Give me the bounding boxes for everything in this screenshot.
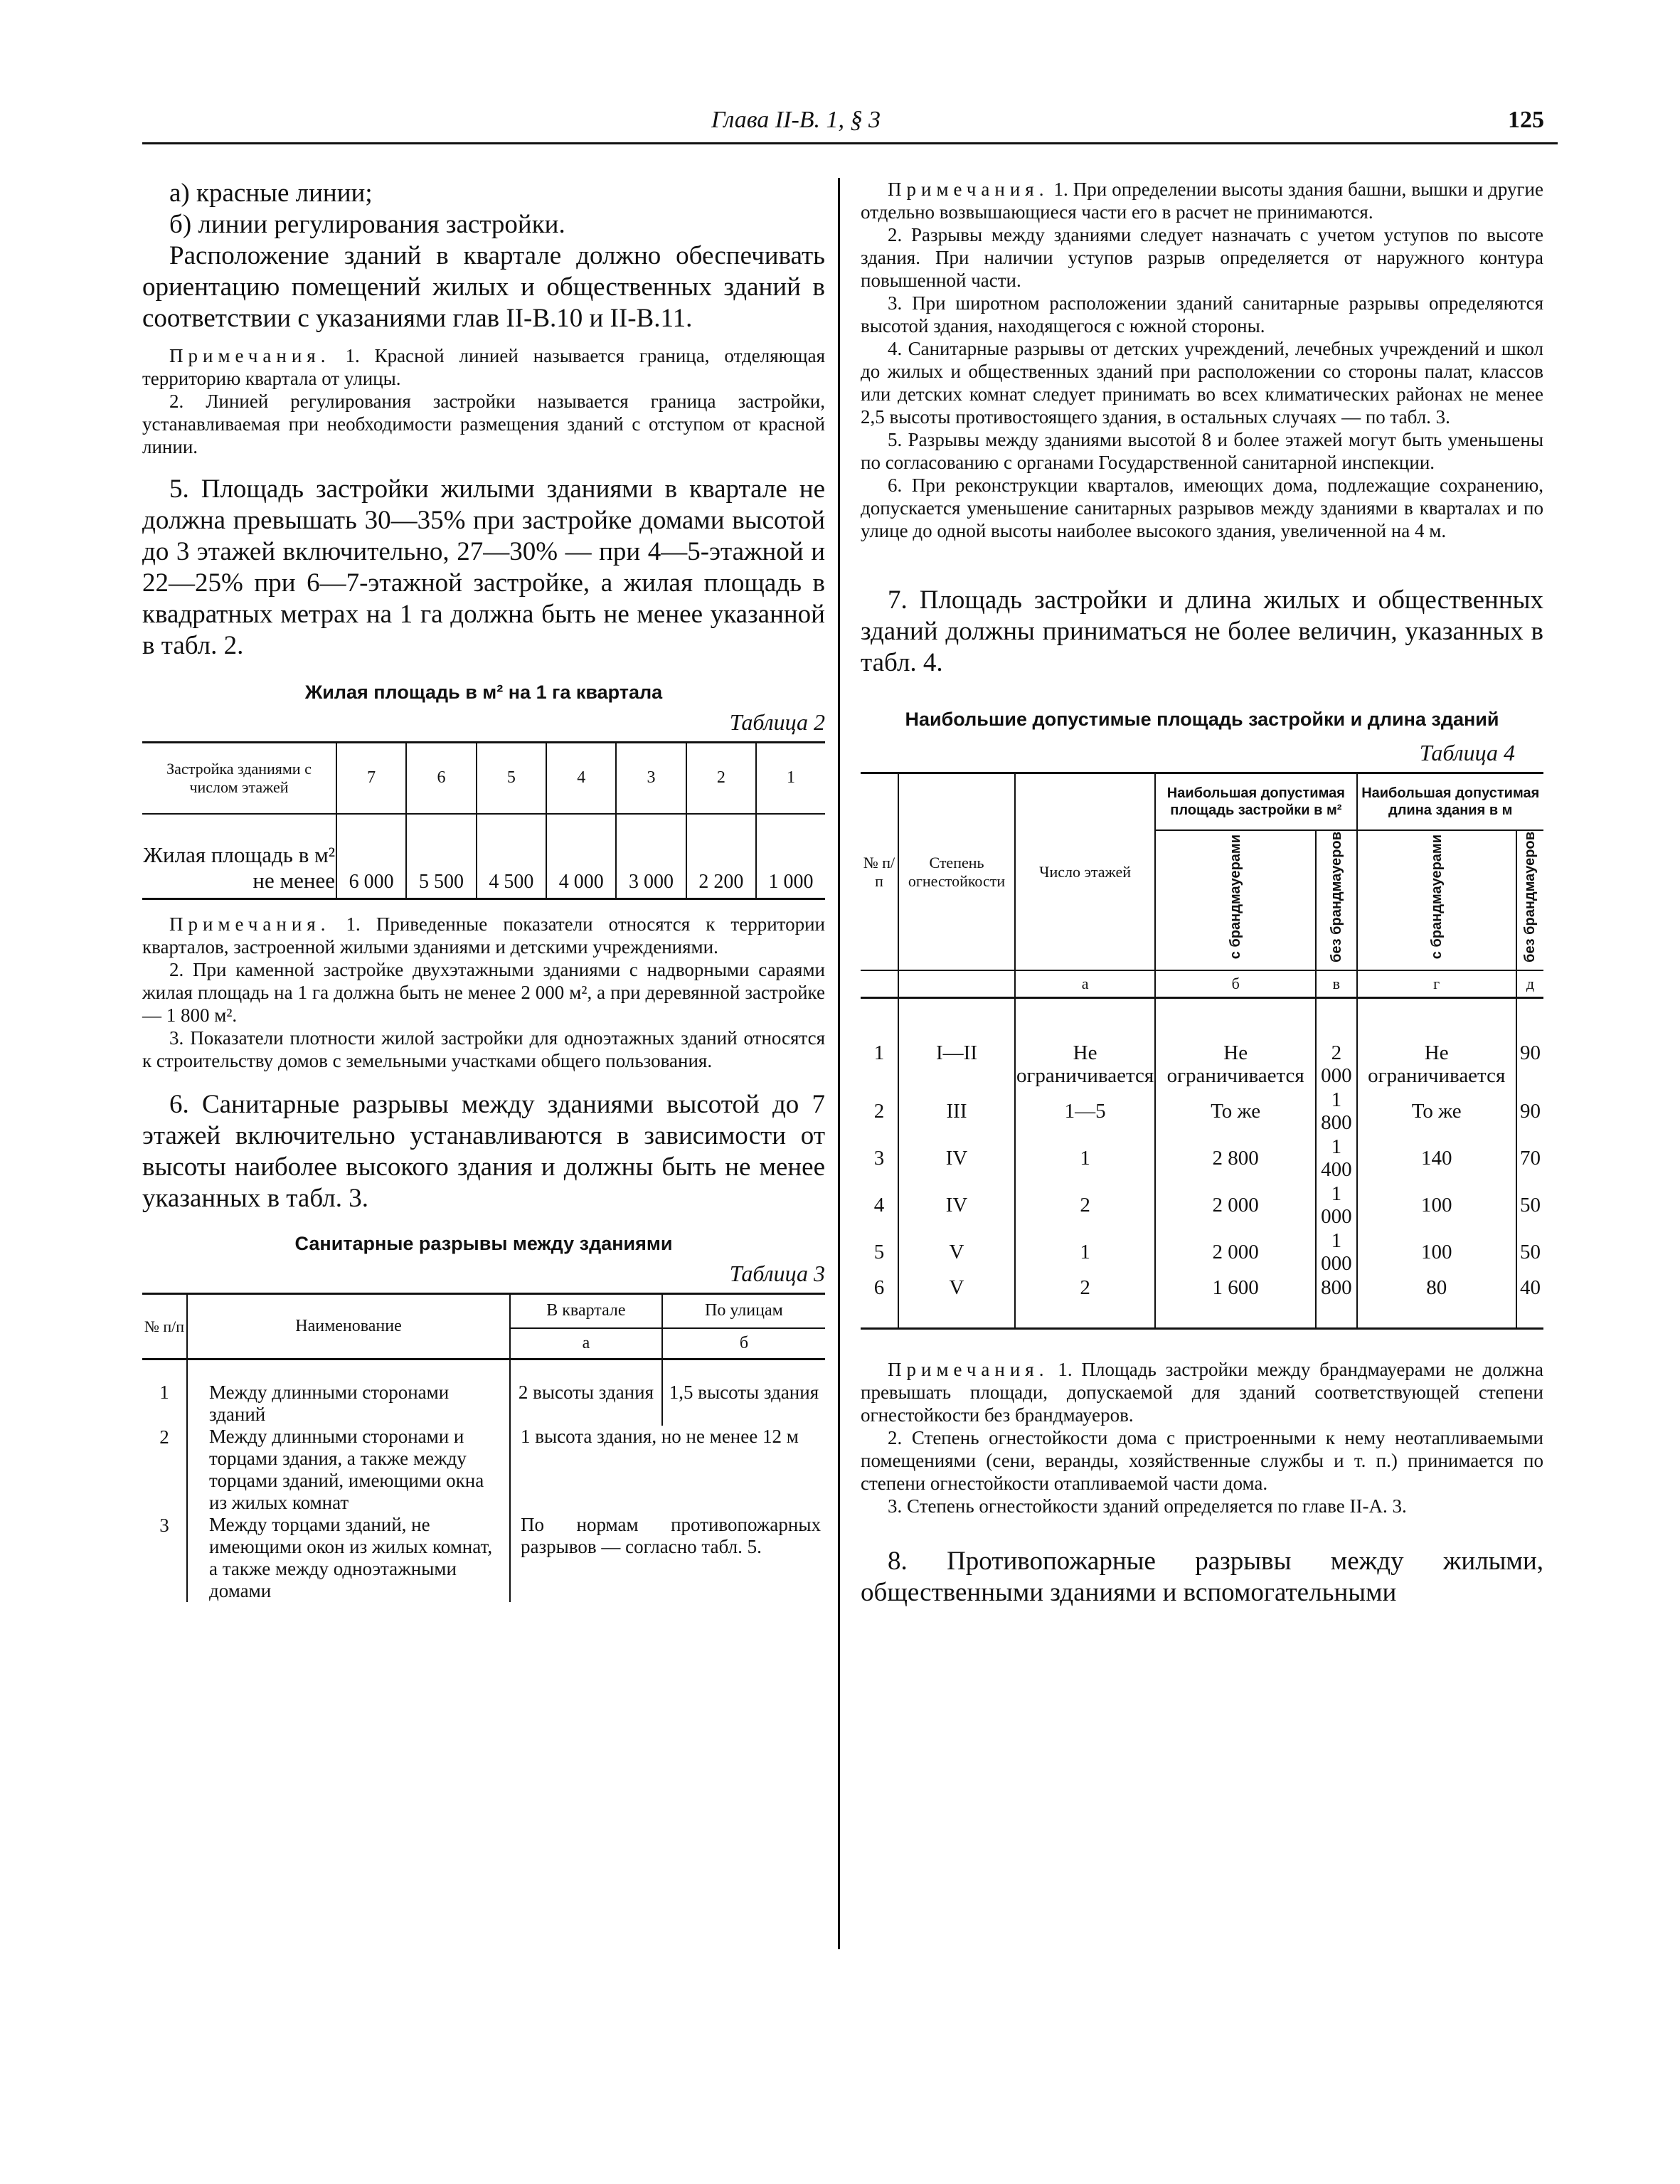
note-4-3: 3. Степень огнестойкости зданий определяется по главе II-А. 3. [888,1495,1407,1517]
table2-value: 6 000 [336,814,406,899]
note-r-6: 6. При реконструкции кварталов, имеющих дома, подлежащие сохранению, допускается уменьшение санитарных разрывов между зданиями в кварталах и по улице до одной высоты наиболее высокого здания, увеличенной на 4 м. [861,475,1543,541]
table4-caption: Наибольшие допустимые площадь застройки и длина зданий [905,709,1499,730]
header-rule [142,142,1558,144]
table4-col-floors: Число этажей [1015,773,1155,971]
table2 [142,741,825,900]
list-item-b: б) линии регулирования застройки. [169,210,565,239]
note-4-2: 2. Степень огнестойкости дома с пристроенными к нему неотапливаемыми помещениями (сени, веранды, хозяйственные службы и т. п.) принимается по степени огнестойкости отапливаемой части дома. [861,1426,1543,1494]
page-number: 125 [1508,107,1544,133]
table3-col-num: № п/п [142,1294,187,1359]
table3-row: 3 Между торцами зданий, не имеющими окон из жилых комнат, а также между одноэтажными домами По нормам противопожарных разрывов — согласно табл. 5. [142,1514,825,1602]
table4-row: 5 V 1 2 000 1 000 100 50 [861,1229,1543,1276]
table4-row: 4 IV 2 2 000 1 000 100 50 [861,1182,1543,1229]
table3 [142,1293,825,1602]
table4-group-area: Наибольшая допустимая площадь застройки в м² [1155,773,1356,830]
table3-caption: Санитарные разрывы между зданиями [294,1233,673,1254]
column-divider [838,178,840,1949]
table2-floor: 4 [546,743,616,814]
table2-value: 3 000 [616,814,686,899]
notes-label: Примечания. [169,345,331,366]
table4 [861,772,1543,1330]
note-2-3: 3. Показатели плотности жилой застройки для одноэтажных зданий относятся к строительству домов с земельными участками общего пользования. [142,1027,825,1071]
note-1-2: 2. Линией регулирования застройки называется граница застройки, устанавливаемая при необходимости размещения зданий с отступом от красной линии. [142,391,825,457]
table2-caption: Жилая площадь в м² на 1 га квартала [304,682,663,703]
table2-value: 5 500 [406,814,476,899]
table4-row: 6 V 2 1 600 800 80 40 [861,1276,1543,1329]
section-7: 7. Площадь застройки и длина жилых и общественных зданий должны приниматься не более величин, указанных в табл. 4. [861,585,1543,677]
table3-number: Таблица 3 [729,1261,825,1286]
table4-sub-with: с брандмауерами [1428,834,1445,960]
note-2-2: 2. При каменной застройке двухэтажными зданиями с надворными сараями жилая площадь на 1 га должна быть не менее 2 000 м², а при деревянной застройке — 1 800 м². [142,959,825,1026]
table3-col-name: Наименование [187,1294,510,1359]
table3-row: 1 Между длинными сторонами зданий 2 высоты здания 1,5 высоты здания [142,1359,825,1426]
table4-letter: г [1357,970,1516,997]
table4-sub-with: с брандмауерами [1228,834,1244,960]
table4-letter: а [1015,970,1155,997]
list-item-a: а) красные линии; [169,179,373,208]
note-r-1: Примечания. 1. При определении высоты здания башни, вышки и другие отдельно возвышающиеся части его в расчет не принимаются. [861,179,1543,223]
table4-row: 2 III 1—5 То же 1 800 То же 90 [861,1088,1543,1135]
running-title: Глава II-В. 1, § 3 [711,107,881,133]
section-8: 8. Противопожарные разрывы между жилыми, общественными зданиями и вспомогательными [861,1546,1543,1607]
note-r-5: 5. Разрывы между зданиями высотой 8 и более этажей могут быть уменьшены по согласованию с органами Государственной санитарной инспекции. [861,429,1543,473]
table2-row-label: Жилая площадь в м² не менее [143,842,335,893]
table4-col-degree: Степень огнестойкости [898,773,1015,971]
section-6: 6. Санитарные разрывы между зданиями высотой до 7 этажей включительно устанавливаются в зависимости от высоты наиболее высокого здания и должны быть не менее указанных в табл. 3. [142,1090,825,1213]
table2-number: Таблица 2 [729,709,825,735]
table2-floor: 3 [616,743,686,814]
left-column [142,178,825,1602]
table3-sub-b: б [662,1328,825,1359]
table4-letter: б [1155,970,1316,997]
table3-col-a: В квартале [510,1294,662,1328]
notes-label: Примечания. [888,179,1049,200]
table2-value: 2 200 [686,814,756,899]
notes-label: Примечания. [169,913,331,935]
note-r-2: 2. Разрывы между зданиями следует назначать с учетом уступов по высоте здания. При наличии уступов разрыв определяется от наружного контура повышенной части. [861,224,1543,291]
table2-floor: 6 [406,743,476,814]
table3-col-b: По улицам [662,1294,825,1328]
table4-letter: д [1516,970,1543,997]
note-r-3: 3. При широтном расположении зданий санитарные разрывы определяются высотой здания, находящегося с южной стороны. [861,292,1543,336]
table2-value: 4 000 [546,814,616,899]
table2-floor: 5 [477,743,546,814]
notes-label: Примечания. [888,1358,1049,1380]
right-column [861,178,1543,1608]
table2-value: 1 000 [756,814,825,899]
table2-header-label: Застройка зданиями с числом этажей [166,759,312,796]
table3-sub-a: а [510,1328,662,1359]
table2-floor: 1 [756,743,825,814]
table4-sub-without: без брандмауеров [1328,831,1344,963]
table4-letter: в [1316,970,1356,997]
table4-row: 1 I—II Не ограничивается Не ограничивается 2 000 Не ограничивается 90 [861,997,1543,1088]
table3-row: 2 Между длинными сторонами и торцами здания, а также между торцами зданий, имеющими окна из жилых комнат 1 высота здания, но не менее 12 м [142,1426,825,1514]
table2-value: 4 500 [477,814,546,899]
table4-group-length: Наибольшая допустимая длина здания в м [1357,773,1544,830]
table4-col-num: № п/п [861,773,898,971]
note-1-1: Примечания. 1. Красной линией называется граница, отделяющая территорию квартала от улицы. [142,345,825,389]
note-2-1: Примечания. 1. Приведенные показатели относятся к территории кварталов, застроенной жилыми зданиями и детскими учреждениями. [142,913,825,958]
section-5: 5. Площадь застройки жилыми зданиями в квартале не должна превышать 30—35% при застройке домами высотой до 3 этажей включительно, 27—30% — при 4—5-этажной и 22—25% при 6—7-этажной застройке, а жилая площадь в квадратных метрах на 1 га должна быть не менее указанной в табл. 2. [142,475,825,660]
note-r-4: 4. Санитарные разрывы от детских учреждений, лечебных учреждений и школ до жилых и общественных зданий при расположении со стороны палат, классов или детских комнат следует принимать во всех климатических районах не менее 2,5 высоты противостоящего здания, в остальных случаях — по табл. 3. [861,338,1543,428]
note-4-1: Примечания. 1. Площадь застройки между брандмауерами не должна превышать площади, допускаемой для зданий соответствующей степени огнестойкости без брандмауеров. [861,1358,1543,1426]
table4-number: Таблица 4 [1419,740,1515,765]
table2-floor: 2 [686,743,756,814]
table4-row: 3 IV 1 2 800 1 400 140 70 [861,1135,1543,1182]
table4-sub-without: без брандмауеров [1522,831,1538,963]
paragraph-orientation: Расположение зданий в квартале должно обеспечивать ориентацию помещений жилых и общественных зданий в соответствии с указаниями глав II-В.10 и II-В.11. [142,241,825,333]
table2-floor: 7 [336,743,406,814]
